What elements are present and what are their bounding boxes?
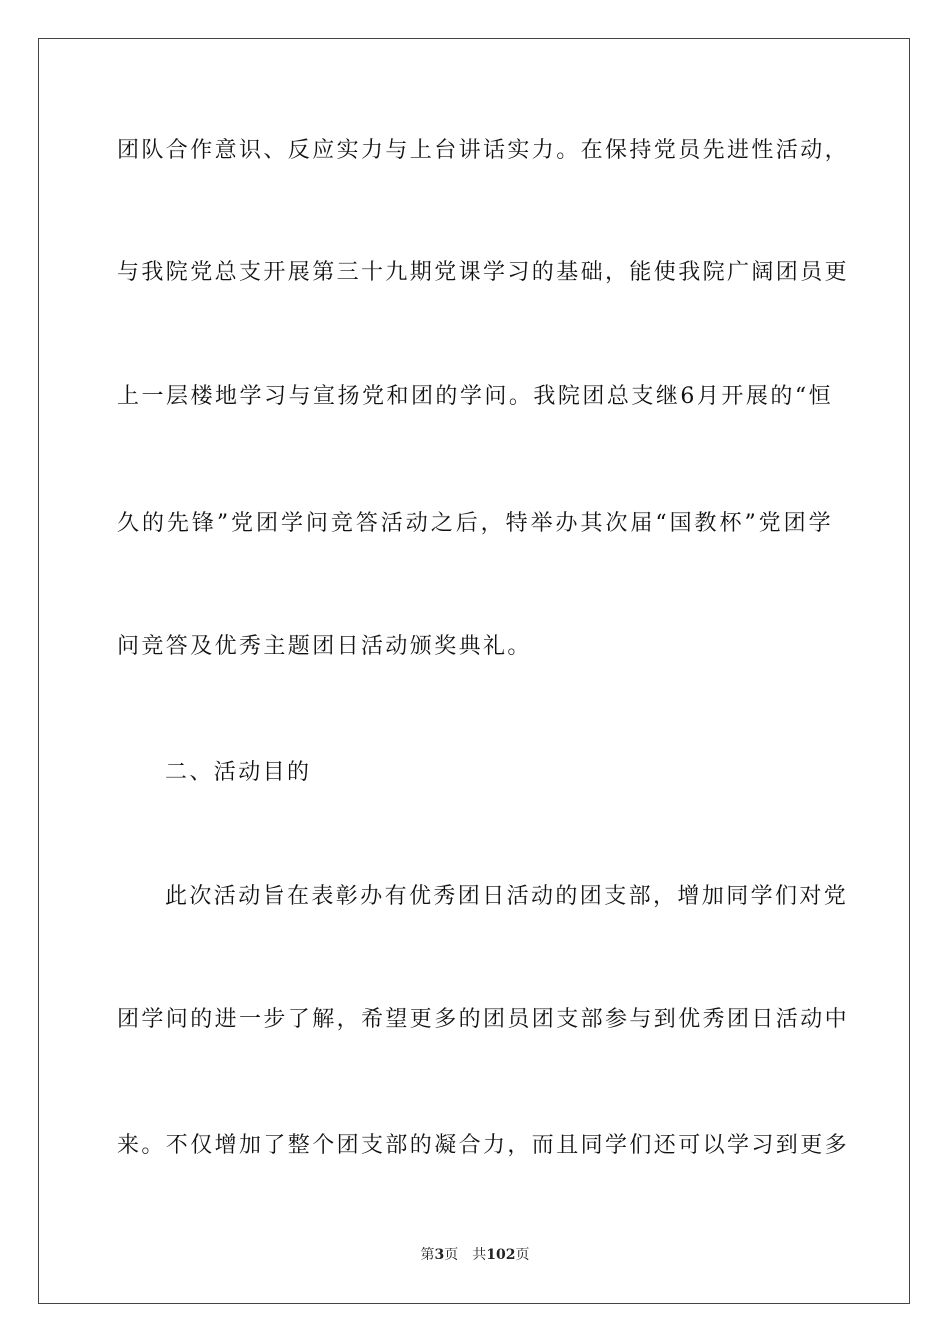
body-line-2: 与我院党总支开展第三十九期党课学习的基础，能使我院广阔团员更 bbox=[117, 260, 850, 285]
footer-page-prefix: 第 bbox=[420, 1247, 435, 1263]
body-line-3: 上一层楼地学习与宣扬党和团的学问。我院团总支继6月开展的“恒 bbox=[117, 384, 833, 409]
footer-total-suffix: 页 bbox=[515, 1247, 530, 1263]
body-line-5: 问竞答及优秀主题团日活动颁奖典礼。 bbox=[117, 634, 532, 659]
purpose-line-3: 来。不仅增加了整个团支部的凝合力，而且同学们还可以学习到更多 bbox=[117, 1133, 850, 1158]
section-heading: 二、活动目的 bbox=[165, 760, 312, 785]
page-footer bbox=[0, 1246, 950, 1264]
footer-total-prefix: 共 bbox=[472, 1247, 487, 1263]
body-line-1: 团队合作意识、反应实力与上台讲话实力。在保持党员先进性活动， bbox=[117, 138, 850, 163]
footer-page-number: 3 bbox=[434, 1247, 445, 1263]
purpose-line-2: 团学问的进一步了解，希望更多的团员团支部参与到优秀团日活动中 bbox=[117, 1007, 850, 1032]
body-line-4: 久的先锋”党团学问竞答活动之后，特举办其次届“国教杯”党团学 bbox=[117, 511, 833, 536]
purpose-line-1: 此次活动旨在表彰办有优秀团日活动的团支部，增加同学们对党 bbox=[165, 884, 849, 909]
footer-total-pages: 102 bbox=[486, 1247, 516, 1263]
footer-page-suffix: 页 bbox=[444, 1247, 459, 1263]
page-border bbox=[38, 38, 910, 1304]
